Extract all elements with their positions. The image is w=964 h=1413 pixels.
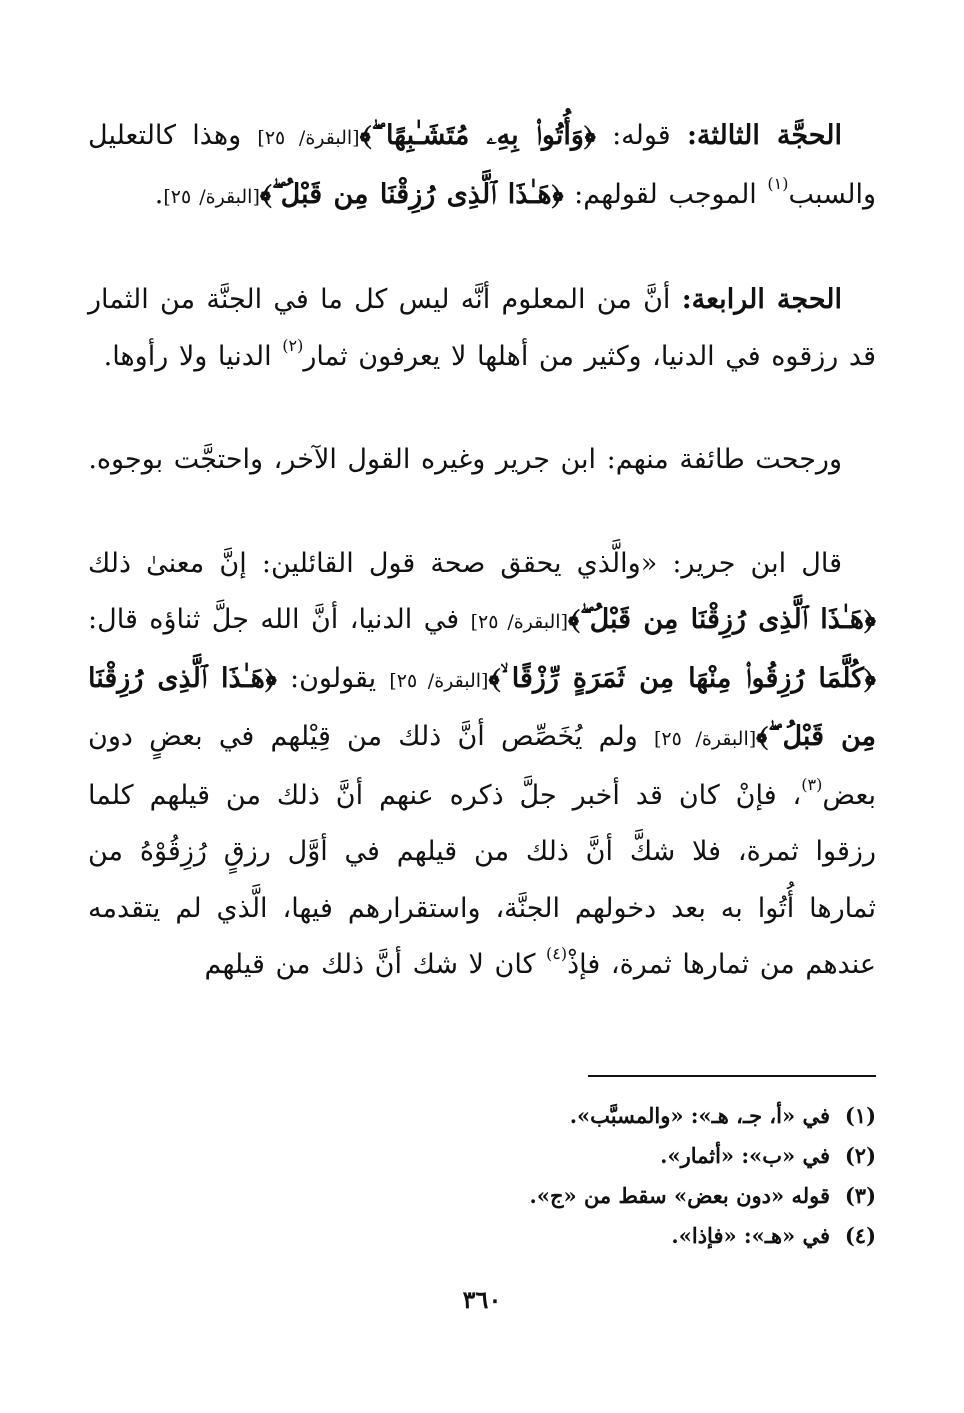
verse-reference: [البقرة/ ٢٥] <box>654 728 757 750</box>
footnotes-list <box>88 1096 876 1256</box>
footnote-marker[interactable]: (٤) <box>546 944 568 963</box>
paragraph-fourth-argument <box>88 272 876 385</box>
footnote-text: في «ب»: «أثمار». <box>660 1143 830 1168</box>
page-number: ٣٦٠ <box>462 1285 502 1314</box>
paragraph-text: الدنيا ولا رأوها. <box>103 340 283 372</box>
quran-verse: ﴿كُلَّمَا رُزِقُوا۟ مِنْهَا مِن ثَمَرَةٍ رِّزْقًا ۙ﴾ <box>488 662 876 694</box>
quran-verse: ﴿هَـٰذَا ٱلَّذِى رُزِقْنَا مِن قَبْلُ ۖ﴾ <box>259 178 564 210</box>
footnote-marker[interactable]: (٣) <box>801 774 823 794</box>
paragraph-gap <box>88 225 876 272</box>
paragraph-text: . <box>154 178 164 210</box>
paragraph-text: قال ابن جرير: «والَّذي يحقق صحة قول القائلين: إنَّ معنىٰ ذلك <box>88 547 842 579</box>
paragraph-text: وهذا كالتعليل والسبب <box>88 120 876 210</box>
footnote-item <box>88 1096 876 1136</box>
footnote-item <box>88 1136 876 1176</box>
footnote-number: (٤) <box>844 1223 876 1248</box>
paragraph-text: قوله: <box>595 120 687 151</box>
paragraph-ibn-jarir-quote <box>88 536 876 994</box>
quran-verse: ﴿وَأُتُوا۟ بِهِۦ مُتَشَـٰبِهًا ۖ﴾ <box>359 120 596 151</box>
footnote-divider <box>588 1075 876 1077</box>
paragraph-gap <box>88 489 876 536</box>
footnote-marker[interactable]: (١) <box>767 173 789 193</box>
verse-reference: [البقرة/ ٢٥] <box>163 185 260 208</box>
footnote-number: (٣) <box>844 1183 876 1208</box>
paragraph-lead: الحجَّة الثالثة: <box>686 120 842 151</box>
footnote-text: قوله «دون بعض» سقط من «ج». <box>529 1183 830 1208</box>
paragraph-counter-view <box>88 432 876 489</box>
paragraph-text: كان لا شك أنَّ ذلك من قيلهم <box>204 949 547 980</box>
page-body <box>88 108 876 994</box>
footnote-item <box>88 1216 876 1256</box>
paragraph-gap <box>88 385 876 432</box>
paragraph-text: ولم يُخَصِّص أنَّ ذلك من قِيْلهم في بعضٍ دون بعض <box>88 721 876 811</box>
paragraph-text: أنَّ من المعلوم أنَّه ليس كل ما في الجنَّة من الثمار قد رزقوه في الدنيا، وكثير من أهلها لا يعرفون ثمار <box>88 284 876 372</box>
footnote-text: في «هـ»: «فإذا». <box>671 1223 830 1248</box>
footnote-number: (١) <box>844 1103 876 1128</box>
paragraph-text: ورجحت طائفة منهم: ابن جرير وغيره القول الآخر، واحتجَّت بوجوه. <box>88 444 842 475</box>
paragraph-lead: الحجة الرابعة: <box>681 284 842 315</box>
paragraph-text: في الدنيا، أنَّ الله جلَّ ثناؤه قال: <box>88 604 471 635</box>
paragraph-third-argument <box>88 108 876 225</box>
verse-reference: [البقرة/ ٢٥] <box>389 669 489 692</box>
paragraph-text: الموجب لقولهم: <box>563 178 768 210</box>
quran-verse: ﴿هَـٰذَا ٱلَّذِى رُزِقْنَا مِن قَبْلُ ۖ﴾ <box>568 604 876 635</box>
verse-reference: [البقرة/ ٢٥] <box>257 127 360 149</box>
footnote-number: (٢) <box>844 1143 876 1168</box>
quran-verse: ﴿هَـٰذَا ٱلَّذِى رُزِقْنَا مِن قَبْلُ ۖ﴾ <box>88 662 876 752</box>
paragraph-text: ، فإنْ كان قد أخبر جلَّ ذكره عنهم أنَّ ذلك من قيلهم كلما رزقوا ثمرة، فلا شكَّ أنَّ ذلك من قيلهم في أوَّل رزقٍ رُزِقُوْهُ من ثمارها أُتُوا به بعد دخولهم الجنَّة، واستقرارهم فيها، الَّذي لم يتقدمه عندهم من ثمارها ثمرة، فإذْ <box>88 779 877 980</box>
verse-reference: [البقرة/ ٢٥] <box>470 611 568 633</box>
paragraph-text: يقولون: <box>276 662 390 694</box>
footnote-marker[interactable]: (٢) <box>282 335 304 355</box>
footnote-item <box>88 1176 876 1216</box>
footnote-text: في «أ، جـ، هـ»: «والمسبَّب». <box>569 1103 830 1128</box>
